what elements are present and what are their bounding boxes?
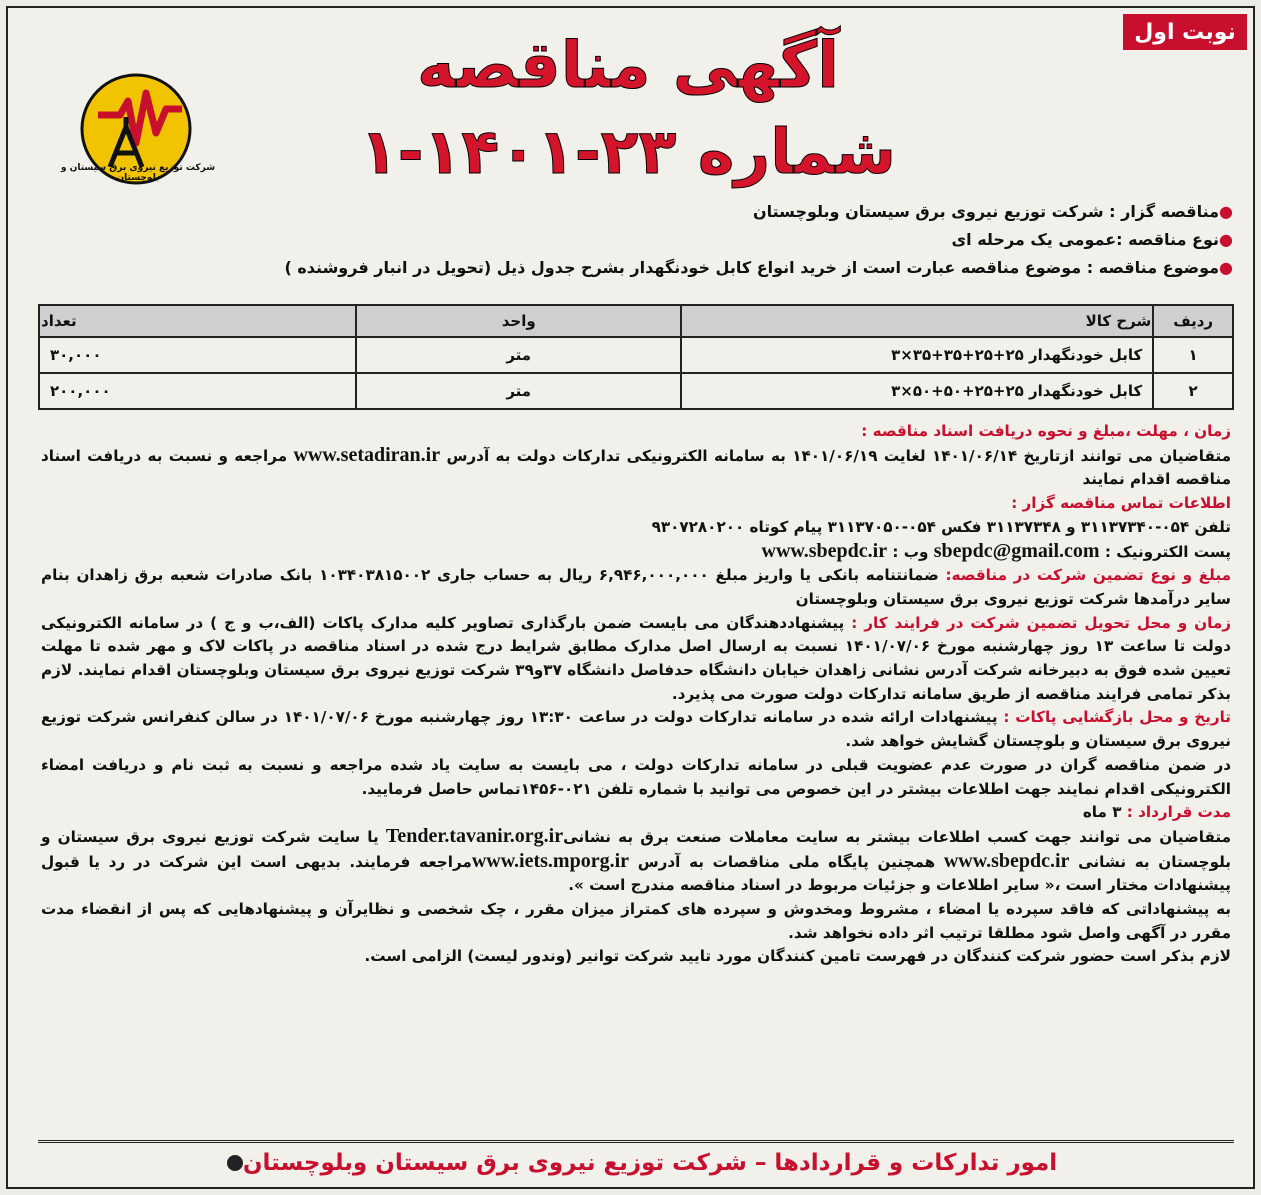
- docs-paragraph: متقاضیان می توانند ازتاریخ ۱۴۰۱/۰۶/۱۴ لغایت ۱۴۰۱/۰۶/۱۹ به سامانه الکترونیکی تدارکات دولت به آدرس www.setadiran.ir مراجعه و نسبت به دریافت اسناد مناقصه اقدام نمایند: [41, 443, 1231, 489]
- type-line: ●نوع مناقصه :عمومی یک مرحله ای: [951, 230, 1233, 249]
- delivery-paragraph: زمان و محل تحویل تضمین شرکت در فرایند کار : پیشنهاددهندگان می بایست ضمن بارگذاری تصاویر کلیه مدارک پاکات (الف،ب و ج ) در سامانه الکترونیکی دولت تا ساعت ۱۳ روز چهارشنبه مورخ ۱۴۰۱/۰۷/۰۶ نسبت به ارسال اصل مدارک مطابق شرایط درج شده در اسناد مناقصه در پاکات لاک و مهر شده تا مهلت تعیین شده فوق به دبیرخانه شرکت آدرس نشانی زاهدان خیابان دانشگاه حدفاصل دانشگاه ۳۷و۳۹ شرکت توزیع نیروی برق سیستان وبلوچستان اقدام نمایند. لازم بذکر تمامی فرایند مناقصه از طریق سامانه تدارکات دولت صورت می پذیرد.: [41, 613, 1231, 703]
- header-row-num: ردیف: [1153, 305, 1233, 337]
- guarantee-paragraph: مبلغ و نوع تضمین شرکت در مناقصه: ضمانتنامه بانکی یا واریز مبلغ ۶,۹۴۶,۰۰۰,۰۰۰ ریال به حساب جاری ۱۰۳۴۰۳۸۱۵۰۰۲ بانک صادرات شعبه برق زاهدان بنام سایر درآمدها شرکت توزیع نیروی برق سیستان وبلوچستان: [41, 566, 1231, 608]
- table-row: [39, 337, 1233, 373]
- contact-online: پست الکترونیک : sbepdc@gmail.com وب : www.sbepdc.ir: [761, 539, 1231, 562]
- membership-paragraph: در ضمن مناقصه گران در صورت عدم عضویت قبلی در سامانه تدارکات دولت ، می بایست به سایت یاد شده مراجعه و نسبت به ثبت نام و دریافت امضاء الکترونیکی اقدام نمایند جهت اطلاعات بیشتر در این خصوص می توانید با شماره تلفن ۰۲۱-۱۴۵۶تماس حاصل فرمایید.: [41, 755, 1231, 798]
- duration-paragraph: مدت قرارداد : ۳ ماه: [1082, 803, 1231, 822]
- notice-title: آگهی مناقصه: [417, 29, 839, 103]
- bullet-icon: ●: [1219, 202, 1233, 221]
- footer-text: امور تدارکات و قراردادها – شرکت توزیع نیروی برق سیستان وبلوچستان: [242, 1150, 1058, 1176]
- sbepdc-link[interactable]: www.sbepdc.ir: [943, 849, 1070, 872]
- company-logo-icon: [70, 56, 202, 206]
- website-link[interactable]: www.sbepdc.ir: [761, 539, 888, 562]
- bullet-icon: ●: [1219, 230, 1233, 249]
- organizer-line: ●مناقصه گزار : شرکت توزیع نیروی برق سیستان وبلوچستان: [752, 202, 1233, 221]
- email-link[interactable]: sbepdc@gmail.com: [933, 539, 1100, 562]
- cell-desc: کابل خودنگهدار ۲۵+۲۵+۵۰+۵۰×۳: [681, 373, 1153, 409]
- cell-row-num: ۲: [1153, 373, 1233, 409]
- cell-qty: ۳۰,۰۰۰: [39, 337, 356, 373]
- setadiran-link[interactable]: www.setadiran.ir: [293, 443, 441, 466]
- contact-phone: تلفن ۰۵۴-۳۱۱۳۷۳۴۰ و ۳۱۱۳۷۳۴۸ فکس ۰۵۴-۳۱۱۳۷۰۵۰ پیام کوتاه ۹۳۰۷۲۸۰۲۰۰: [651, 517, 1231, 536]
- contact-heading: اطلاعات تماس مناقصه گزار :: [1011, 494, 1231, 513]
- subject-line: ●موضوع مناقصه : موضوع مناقصه عبارت است از خرید انواع کابل خودنگهدار بشرح جدول ذیل (تحویل در انبار فروشنده ): [284, 258, 1233, 277]
- turn-badge: نوبت اول: [1123, 14, 1247, 50]
- table-header-row: [39, 305, 1233, 337]
- header-unit: واحد: [356, 305, 681, 337]
- cell-row-num: ۱: [1153, 337, 1233, 373]
- bullet-icon: ●: [1219, 258, 1233, 277]
- table-row: [39, 373, 1233, 409]
- cell-qty: ۲۰۰,۰۰۰: [39, 373, 356, 409]
- intro-block: [53, 198, 1233, 282]
- cell-unit: متر: [356, 373, 681, 409]
- notice-number: شماره ۲۳-۱۴۰۱-۱: [359, 115, 897, 188]
- footer-banner: [38, 1140, 1234, 1183]
- notice-body: [41, 420, 1231, 969]
- tavanir-link[interactable]: Tender.tavanir.org.ir: [385, 824, 564, 847]
- iets-link[interactable]: www.iets.mporg.ir: [471, 849, 630, 872]
- logo-caption: شرکت توزیع نیروی برق سیستان و بلوچستان: [60, 163, 216, 183]
- cell-desc: کابل خودنگهدار ۲۵+۲۵+۳۵+۳۵×۳: [681, 337, 1153, 373]
- opening-paragraph: تاریخ و محل بازگشایی پاکات : پیشنهادات ارائه شده در سامانه تدارکات دولت در ساعت ۱۳:۳۰ روز چهارشنبه مورخ ۱۴۰۱/۰۷/۰۶ در سالن کنفرانس شرکت توزیع نیروی برق سیستان و بلوچستان گشایش خواهد شد.: [41, 708, 1231, 751]
- dot-icon: [227, 1155, 243, 1171]
- header-qty: تعداد: [39, 305, 356, 337]
- cell-unit: متر: [356, 337, 681, 373]
- info-paragraph: متقاضیان می توانند جهت کسب اطلاعات بیشتر به سایت معاملات صنعت برق به نشانیTender.tavanir.org.ir یا سایت شرکت توزیع نیروی برق سیستان و بلوچستان به نشانی www.sbepdc.ir همچنین پایگاه ملی مناقصات به آدرس www.iets.mporg.irمراجعه فرمایند. بدیهی است این شرکت در رد یا قبول پیشنهادات مختار است ،« سایر اطلاعات و جزئیات مربوط در اسناد مناقصه مندرج است ».: [41, 824, 1231, 895]
- tender-notice: [6, 6, 1255, 1189]
- header-desc: شرح کالا: [681, 305, 1153, 337]
- reject-paragraph: به پیشنهاداتی که فاقد سپرده یا امضاء ، مشروط ومخدوش و سپرده های کمتراز میزان مقرر ، چک شخصی و نظایرآن و پیشنهادهایی که پس از انقضاء مدت مقرر در آگهی واصل شود مطلقا ترتیب اثر داده نخواهد شد.: [41, 900, 1231, 942]
- items-table: [38, 304, 1234, 410]
- docs-heading: زمان ، مهلت ،مبلغ و نحوه دریافت اسناد مناقصه :: [861, 422, 1231, 440]
- vendor-paragraph: لازم بذکر است حضور شرکت کنندگان در فهرست تامین کنندگان مورد تایید شرکت توانیر (وندور لیست) الزامی است.: [364, 947, 1231, 966]
